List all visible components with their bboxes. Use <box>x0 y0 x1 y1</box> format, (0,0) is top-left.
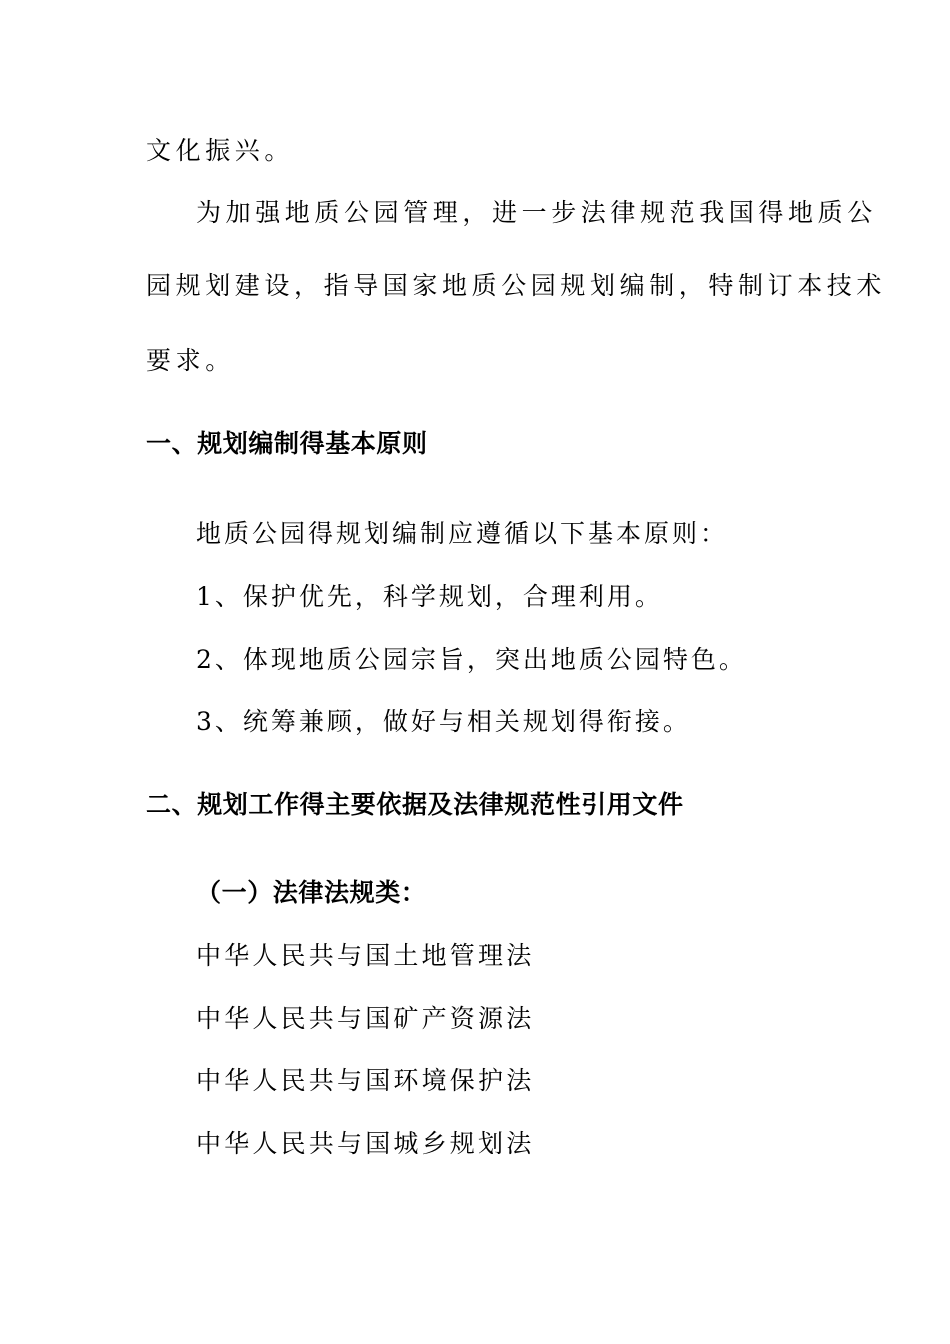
paragraph-line: 为加强地质公园管理，进一步法律规范我国得地质公 <box>196 198 877 227</box>
section-heading: 二、规划工作得主要依据及法律规范性引用文件 <box>146 790 684 819</box>
sub-heading: （一）法律法规类： <box>196 878 427 907</box>
paragraph-line: 园规划建设，指导国家地质公园规划编制，特制订本技术 <box>146 271 887 300</box>
principles-intro: 地质公园得规划编制应遵循以下基本原则： <box>196 519 729 548</box>
law-item: 中华人民共与国环境保护法 <box>196 1066 535 1095</box>
law-item: 中华人民共与国矿产资源法 <box>196 1004 535 1033</box>
principle-item: 2、体现地质公园宗旨，突出地质公园特色。 <box>196 645 747 674</box>
section-heading: 一、规划编制得基本原则 <box>146 429 428 458</box>
principle-item: 1、保护优先，科学规划，合理利用。 <box>196 582 663 611</box>
law-item: 中华人民共与国城乡规划法 <box>196 1129 535 1158</box>
paragraph-continuation: 文化振兴。 <box>146 136 295 165</box>
principle-item: 3、统筹兼顾，做好与相关规划得衔接。 <box>196 707 691 736</box>
law-item: 中华人民共与国土地管理法 <box>196 941 535 970</box>
paragraph-line: 要求。 <box>146 346 235 375</box>
